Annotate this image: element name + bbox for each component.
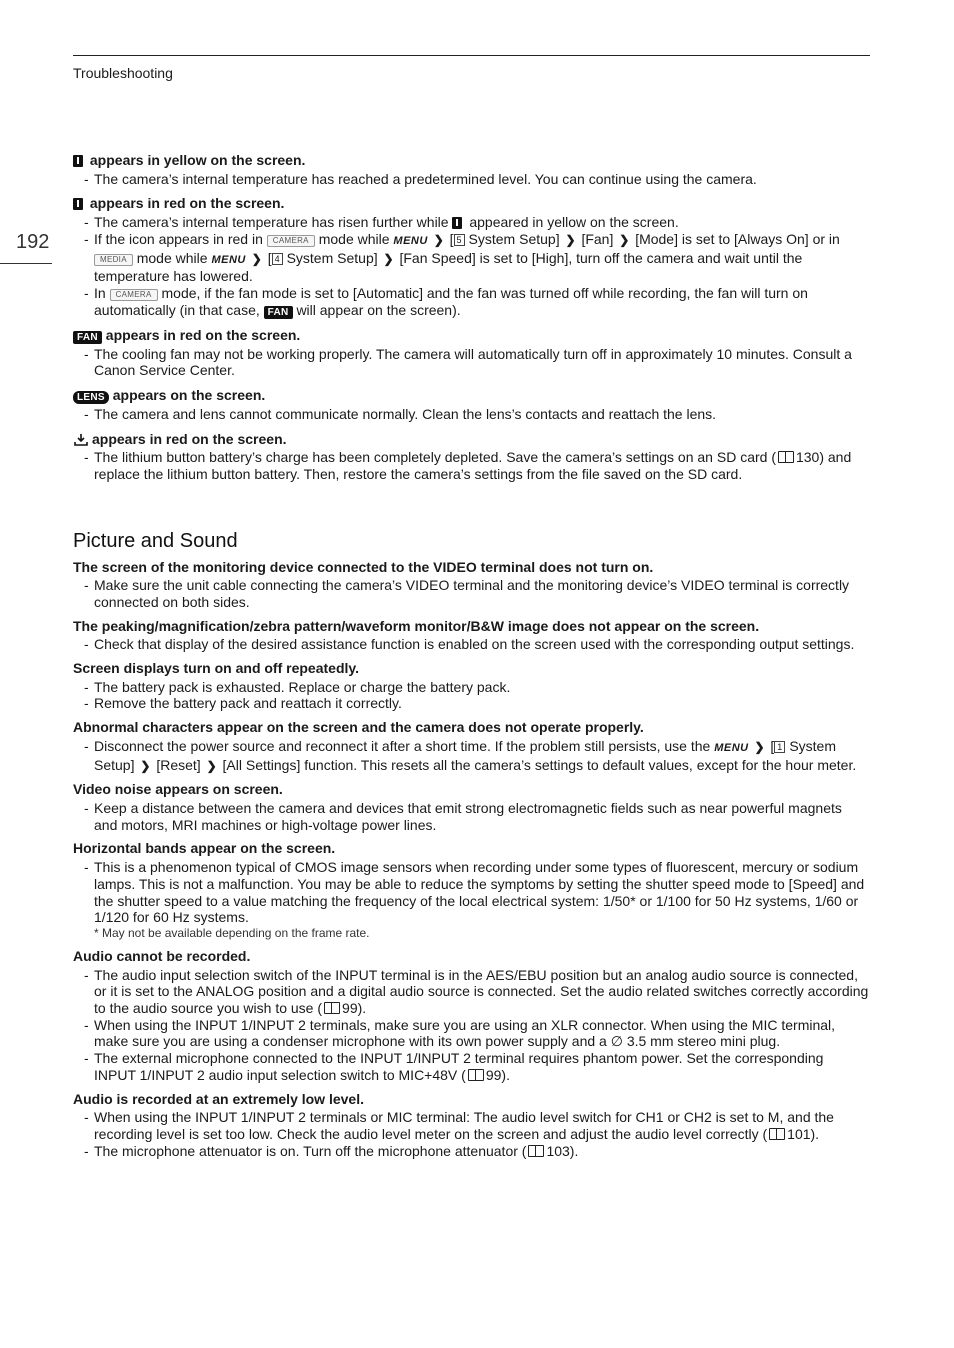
entry-heading: appears in yellow on the screen. [73, 152, 869, 169]
entry-list [73, 1109, 869, 1159]
list-item: - The cooling fan may not be working properly. The camera will automatically turn off in approximately 10 minutes. Consult a Canon Service Center. [73, 346, 869, 379]
footnote: * May not be available depending on the frame rate. [94, 925, 370, 940]
menu-page-icon: 5 [454, 234, 465, 246]
page-number-rule [0, 263, 52, 264]
entry-heading: FAN appears in red on the screen. [73, 327, 869, 344]
list-item: - This is a phenomenon typical of CMOS image sensors when recording under some types of fluorescent, mercury or sodium lamps. This is not a malfunction. You may be able to reduce the symptoms by setting the shutter speed mode to [Speed] and the shutter speed to a value matching the frequency of the local electrical system: 1/50* or 1/100 for 50 Hz systems, 1/60 or 1/120 for 60 Hz systems. [73, 859, 869, 926]
entry-list [73, 171, 869, 188]
fan-icon: FAN [73, 331, 102, 344]
top-rule [73, 55, 870, 56]
fan-icon: FAN [264, 306, 293, 319]
list-item: - Check that display of the desired assistance function is enabled on the screen used with the corresponding output settings. [73, 636, 869, 653]
entry-list [73, 214, 869, 319]
arrow-icon: ❯ [433, 232, 444, 247]
entry-list [73, 346, 869, 379]
arrow-icon: ❯ [140, 758, 151, 773]
temperature-icon [73, 198, 83, 210]
list-item: - When using the INPUT 1/INPUT 2 terminals or MIC terminal: The audio level switch for CH1 or CH2 is set to M, and the recording level is set too low. Check the audio level meter on the screen and adjust the audio level correctly ( 101). [73, 1109, 869, 1142]
menu-icon: MENU [211, 253, 246, 266]
arrow-icon: ❯ [754, 739, 765, 754]
list-item: - The lithium button battery’s charge has been completely depleted. Save the camera’s settings on an SD card ( 130) and replace the lithium button battery. Then, restore the camera’s settings from the file saved on the SD card. [73, 449, 869, 482]
entry-list [73, 577, 869, 610]
temperature-icon [452, 217, 462, 229]
entry-heading: Horizontal bands appear on the screen. [73, 840, 336, 857]
list-item: - The microphone attenuator is on. Turn off the microphone attenuator ( 103). [73, 1143, 869, 1160]
arrow-icon: ❯ [383, 251, 394, 266]
entry-heading: Video noise appears on screen. [73, 781, 283, 798]
book-reference-icon [769, 1128, 785, 1140]
menu-page-icon: 4 [272, 253, 283, 265]
entry-heading: The peaking/magnification/zebra pattern/waveform monitor/B&W image does not appear on the screen. [73, 617, 760, 634]
entry-heading: appears in red on the screen. [73, 195, 869, 212]
list-item: - The camera and lens cannot communicate normally. Clean the lens’s contacts and reattach the lens. [73, 406, 869, 423]
entry-heading: Abnormal characters appear on the screen and the camera does not operate properly. [73, 719, 644, 736]
entry-heading: Audio is recorded at an extremely low level. [73, 1090, 364, 1107]
entry-list [73, 406, 869, 423]
list-item: - The battery pack is exhausted. Replace or charge the battery pack. [73, 679, 869, 696]
book-reference-icon [468, 1069, 484, 1081]
list-item: - Make sure the unit cable connecting the camera’s VIDEO terminal and the monitoring device’s VIDEO terminal is correctly connected on both sides. [73, 577, 869, 610]
arrow-icon: ❯ [206, 758, 217, 773]
entry-heading: The screen of the monitoring device connected to the VIDEO terminal does not turn on. [73, 558, 654, 575]
page-content [73, 152, 869, 1159]
page-number: 192 [16, 231, 50, 253]
arrow-icon: ❯ [565, 232, 576, 247]
list-item: - Disconnect the power source and reconnect it after a short time. If the problem still persists, use the MENU ❯ [ 1 System Setup] ❯ [Reset] ❯ [All Settings] function. This resets all the camera’s settings to default values, except for the hour meter. [73, 738, 869, 774]
menu-icon: MENU [393, 234, 428, 247]
list-item: - Keep a distance between the camera and devices that emit strong electromagnetic fields such as near powerful magnets and motors, MRI machines or high-voltage power lines. [73, 800, 869, 833]
entry-heading: Screen displays turn on and off repeatedly. [73, 660, 360, 677]
backup-battery-icon [73, 433, 89, 447]
list-item: - If the icon appears in red in CAMERA mode while MENU ❯ [ 5 System Setup] ❯ [Fan] ❯ [Mode] is set to [Always On] or in MEDIA mode while MENU ❯ [ 4 System Setup] ❯ [Fan Speed] is set to [High], turn off the camera and wait until the temperature has lowered. [73, 231, 869, 285]
entry-list [73, 800, 869, 833]
menu-page-icon: 1 [774, 741, 785, 753]
temperature-icon [73, 155, 83, 167]
arrow-icon: ❯ [619, 232, 630, 247]
book-reference-icon [778, 451, 794, 463]
lens-icon: LENS [73, 391, 109, 404]
entry-list [73, 738, 869, 774]
list-item: - The camera’s internal temperature has reached a predetermined level. You can continue using the camera. [73, 171, 869, 188]
entry-list [73, 967, 869, 1084]
entry-heading: appears in red on the screen. [73, 431, 869, 448]
media-mode-icon: MEDIA [94, 254, 133, 266]
list-item: - The external microphone connected to the INPUT 1/INPUT 2 terminal requires phantom power. Set the corresponding INPUT 1/INPUT 2 audio input selection switch to MIC+48V ( 99). [73, 1050, 869, 1083]
book-reference-icon [324, 1002, 340, 1014]
entry-heading: LENS appears on the screen. [73, 387, 869, 404]
camera-mode-icon: CAMERA [267, 235, 315, 247]
running-head: Troubleshooting [73, 65, 173, 81]
list-item: - In CAMERA mode, if the fan mode is set to [Automatic] and the fan was turned off while recording, the fan will turn on automatically (in that case, FAN will appear on the screen). [73, 285, 869, 319]
list-item: - Remove the battery pack and reattach it correctly. [73, 695, 869, 712]
list-item: - When using the INPUT 1/INPUT 2 terminals, make sure you are using an XLR connector. When using the MIC terminal, make sure you are using a condenser microphone with its own power supply and a ∅ 3.5 mm stereo mini plug. [73, 1017, 869, 1050]
entry-list [73, 859, 869, 926]
section-title: Picture and Sound [73, 529, 238, 552]
entry-list [73, 636, 869, 653]
book-reference-icon [528, 1145, 544, 1157]
entry-heading: Audio cannot be recorded. [73, 947, 251, 964]
entry-list [73, 679, 869, 712]
list-item: - The camera’s internal temperature has risen further while appeared in yellow on the screen. [73, 214, 869, 231]
camera-mode-icon: CAMERA [110, 289, 158, 301]
arrow-icon: ❯ [251, 251, 262, 266]
list-item: - The audio input selection switch of the INPUT terminal is in the AES/EBU position but an analog audio source is connected, or it is set to the ANALOG position and a digital audio source is connected. Set the audio related switches correctly according to the audio source you wish to use ( 99). [73, 967, 869, 1017]
entry-list [73, 449, 869, 482]
menu-icon: MENU [714, 741, 749, 754]
